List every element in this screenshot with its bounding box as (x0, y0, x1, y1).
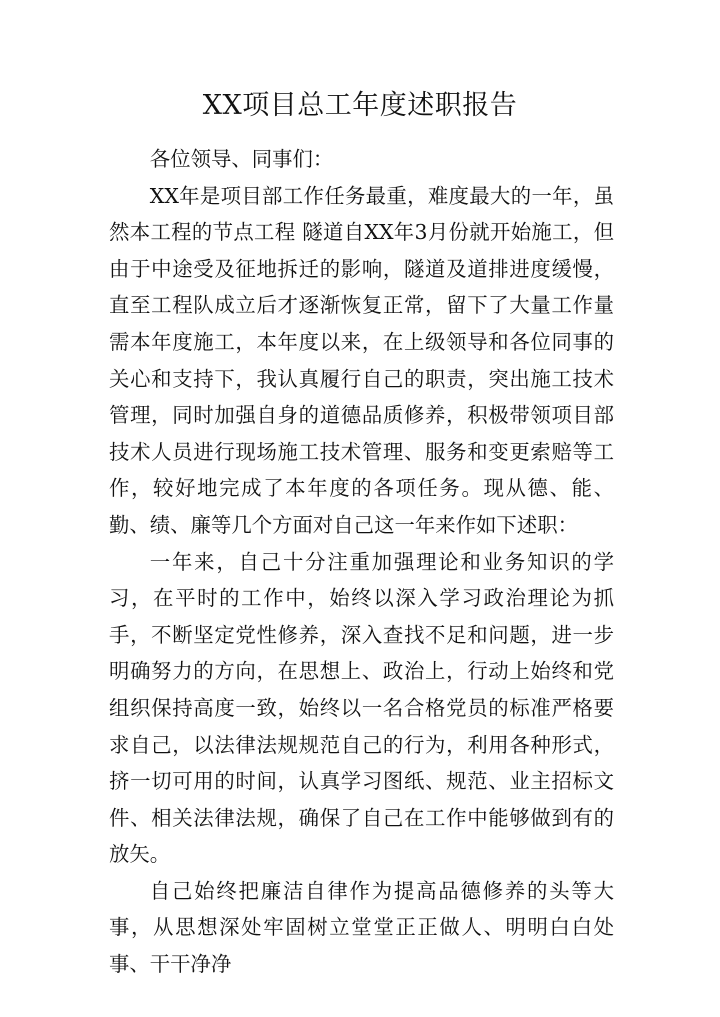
paragraph-2: 一年来，自己十分注重加强理论和业务知识的学习，在平时的工作中，始终以深入学习政治理论为抓手，不断坚定党性修养，深入查找不足和问题，进一步明确努力的方向，在思想上、政治上，行动上始终和党组织保持高度一致，始终以一名合格党员的标准严格要求自己，以法律法规规范自己的行为，利用各种形式，挤一切可用的时间，认真学习图纸、规范、业主招标文件、相关法律法规，确保了自己在工作中能够做到有的放矢。 (109, 549, 614, 867)
salutation: 各位领导、同事们： (149, 147, 334, 171)
document-title: XX项目总工年度述职报告 (202, 90, 518, 121)
paragraph-3: 自己始终把廉洁自律作为提高品德修养的头等大事，从思想深处牢固树立堂堂正正做人、明明白白处事、干干净净 (109, 878, 614, 977)
paragraph-1: XX年是项目部工作任务最重，难度最大的一年，虽然本工程的节点工程 隧道自XX年3月份就开始施工，但由于中途受及征地拆迁的影响，隧道及道排进度缓慢，直至工程队成立后才逐渐恢复正常，留下了大量工作量需本年度施工，本年度以来，在上级领导和各位同事的关心和支持下，我认真履行自己的职责，突出施工技术管理，同时加强自身的道德品质修养，积极带领项目部技术人员进行现场施工技术管理、服务和变更索赔等工作，较好地完成了本年度的各项任务。现从德、能、勤、绩、廉等几个方面对自己这一年来作如下述职： (109, 183, 614, 537)
document-body (109, 141, 614, 983)
